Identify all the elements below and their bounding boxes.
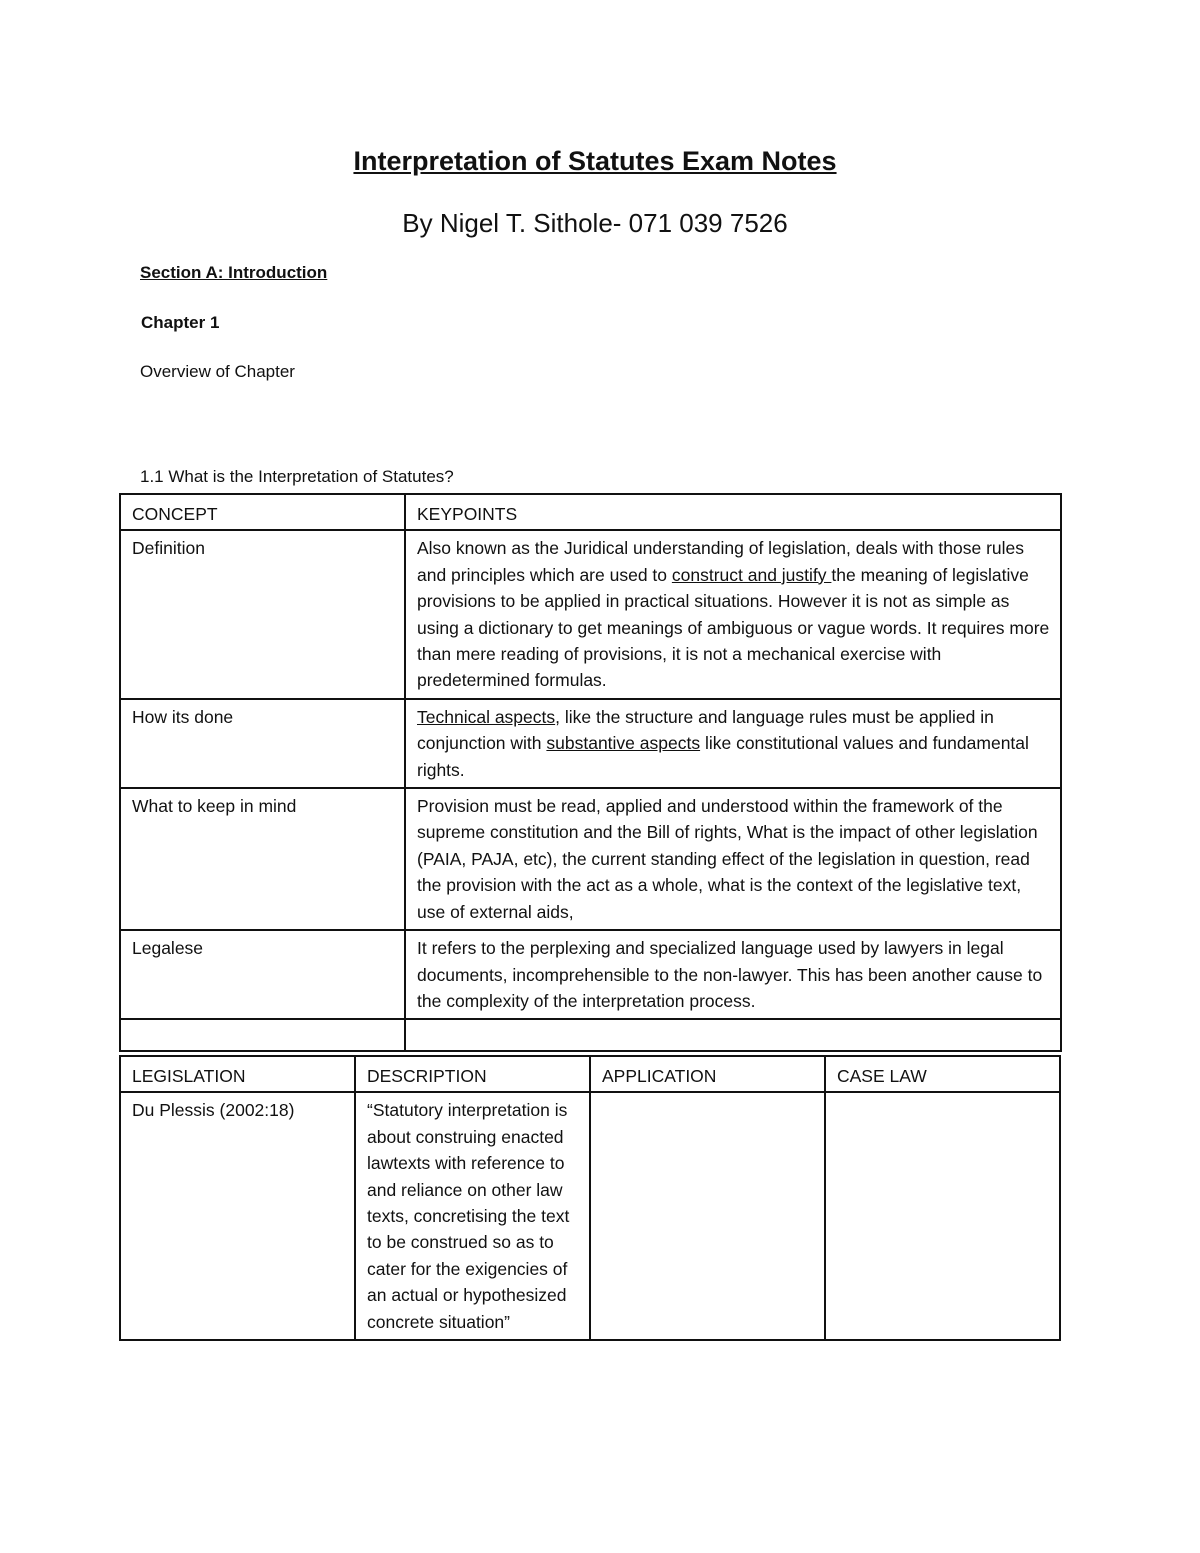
chapter-overview: Overview of Chapter [140,362,295,381]
table-row [120,930,1061,1019]
application-cell [590,1092,825,1340]
header-case-law: CASE LAW [825,1056,1060,1092]
document-title: Interpretation of Statutes Exam Notes [353,146,837,176]
keypoints-cell [405,530,1061,698]
table-header-row [120,1056,1060,1092]
keypoints-cell: It refers to the perplexing and specialized language used by lawyers in legal documents, incomprehensible to the non-lawyer. This has been another cause to the complexity of the interpretation process. [405,930,1061,1019]
concept-cell: How its done [120,699,405,788]
question-heading: 1.1 What is the Interpretation of Statutes? [140,467,454,486]
underlined-phrase: substantive aspects [546,733,701,754]
empty-cell [120,1019,405,1051]
underlined-phrase: Technical aspects [417,706,556,727]
section-heading: Section A: Introduction [140,263,328,282]
table-row [120,699,1061,788]
keypoints-text: Also known as the Juridical understanding of legislation, deals with those rules and principles which are used to [417,538,1025,585]
table-row [120,530,1061,698]
table-header-row [120,494,1061,530]
concept-cell: Definition [120,530,405,698]
empty-row [120,1019,1061,1051]
keypoints-cell: Provision must be read, applied and understood within the framework of the supreme constitution and the Bill of rights, What is the impact of other legislation (PAIA, PAJA, etc), the current standing effect of the legislation in question, read the provision with the act as a whole, what is the context of the legislative text, use of external aids, [405,788,1061,930]
case-law-cell [825,1092,1060,1340]
chapter-heading: Chapter 1 [141,313,220,332]
underlined-phrase: construct and justify [671,564,832,585]
header-keypoints: KEYPOINTS [405,494,1061,530]
header-legislation: LEGISLATION [120,1056,355,1092]
author-byline: By Nigel T. Sithole- 071 039 7526 [402,208,788,238]
description-cell: “Statutory interpretation is about construing enacted lawtexts with reference to and reliance on other law texts, concretising the text to be construed so as to cater for the exigencies of an actual or hypothesized concrete situation” [355,1092,590,1340]
table-row [120,788,1061,930]
concept-cell: Legalese [120,930,405,1019]
keypoints-text: , like the structure and language rules must be applied in conjunction with [417,706,994,754]
keypoints-cell [405,699,1061,788]
header-description: DESCRIPTION [355,1056,590,1092]
concept-table [119,493,1062,1052]
header-application: APPLICATION [590,1056,825,1092]
concept-cell: What to keep in mind [120,788,405,930]
header-concept: CONCEPT [120,494,405,530]
table-row [120,1092,1060,1340]
legislation-cell: Du Plessis (2002:18) [120,1092,355,1340]
keypoints-text: the meaning of legislative provisions to be applied in practical situations. However it is not as simple as using a dictionary to get meanings of ambiguous or vague words. It requires more than mere reading of provisions, it is not a mechanical exercise with predetermined formulas. [417,564,1050,691]
legislation-table [119,1055,1061,1341]
keypoints-text: like constitutional values and fundamental rights. [417,733,1029,780]
empty-cell [405,1019,1061,1051]
